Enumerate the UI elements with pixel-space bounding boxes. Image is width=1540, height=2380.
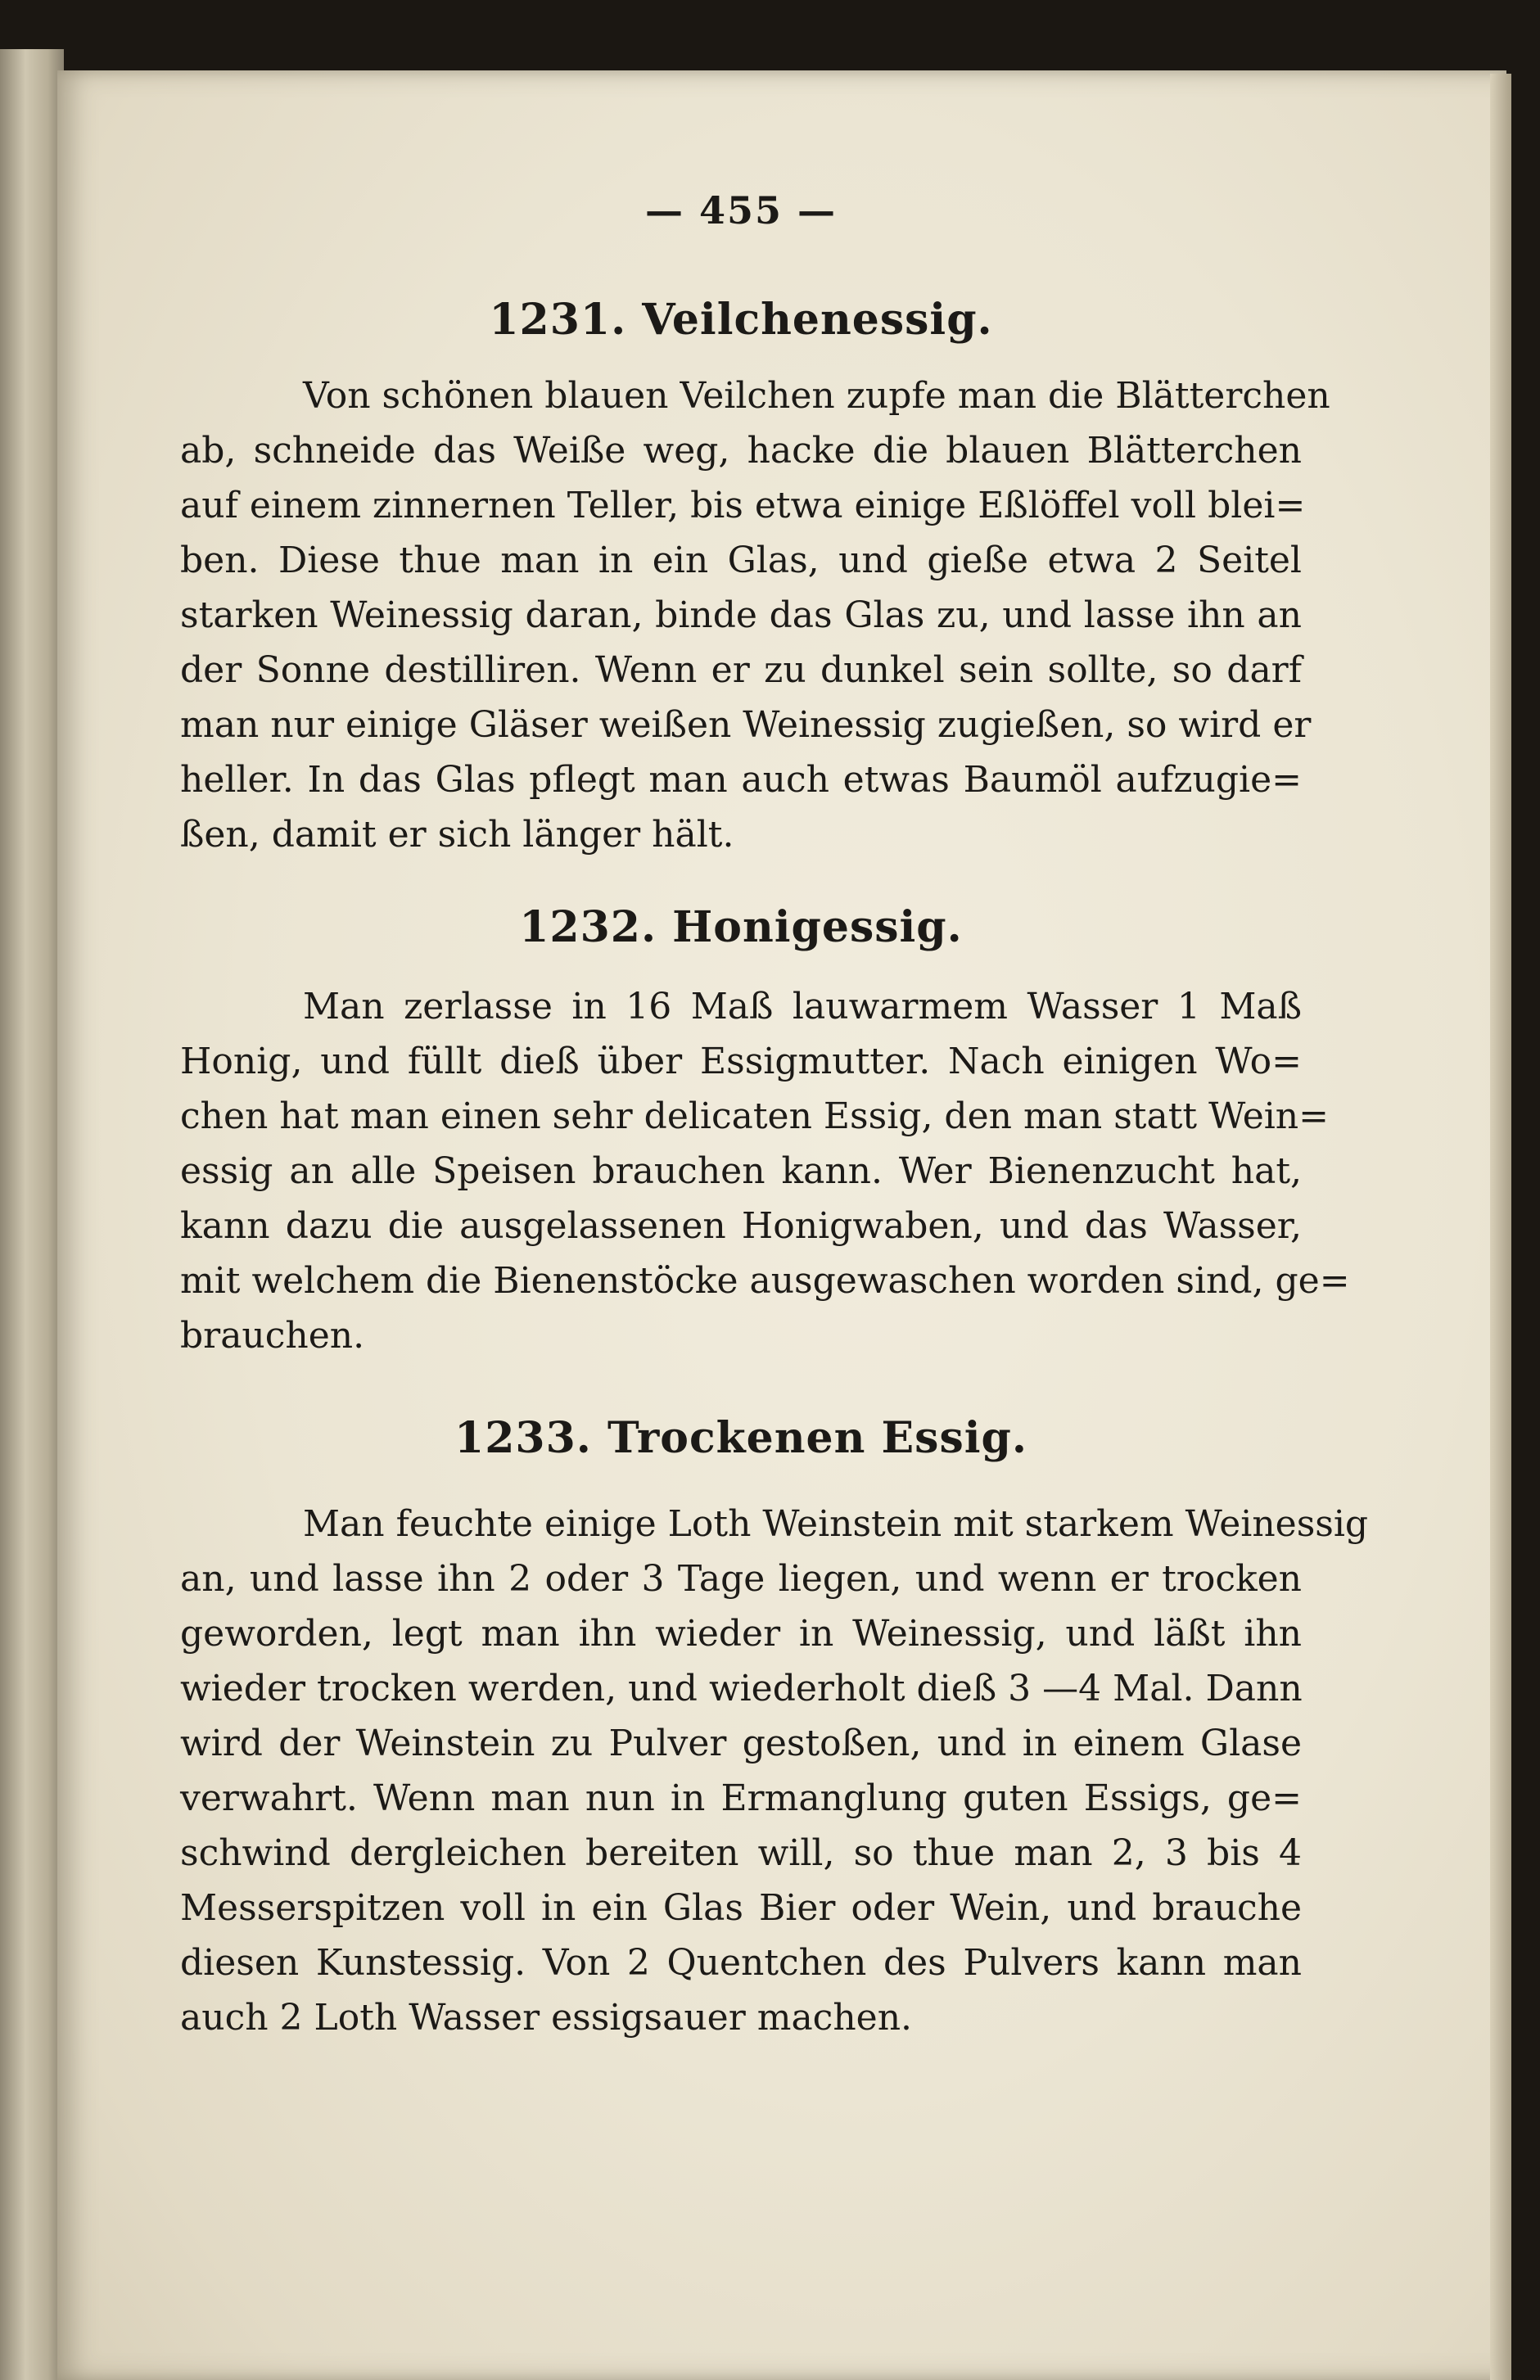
page-fore-edge: [1490, 74, 1511, 2380]
text-line: ben. Diese thue man in ein Glas, und gieße etwa 2 Seitel: [180, 540, 1302, 581]
text-line: Messerspitzen voll in ein Glas Bier oder Wein, und brauche: [180, 1887, 1302, 1929]
text-line: wird der Weinstein zu Pulver gestoßen, und in einem Glase: [180, 1723, 1302, 1764]
text-line: an, und lasse ihn 2 oder 3 Tage liegen, und wenn er trocken: [180, 1558, 1302, 1600]
text-line: essig an alle Speisen brauchen kann. Wer Bienenzucht hat,: [180, 1150, 1302, 1192]
text-line: Man feuchte einige Loth Weinstein mit starkem Weinessig: [303, 1503, 1369, 1545]
section-heading: 1232. Honigessig.: [519, 902, 963, 952]
text-line: Honig, und füllt dieß über Essigmutter. Nach einigen Wo=: [180, 1041, 1302, 1082]
text-line: schwind dergleichen bereiten will, so thue man 2, 3 bis 4: [180, 1832, 1302, 1874]
text-line: chen hat man einen sehr delicaten Essig, den man statt Wein=: [180, 1095, 1330, 1137]
page-number: — 455 —: [644, 188, 838, 233]
text-line: der Sonne destilliren. Wenn er zu dunkel sein sollte, so darf: [180, 649, 1302, 691]
text-line: Von schönen blauen Veilchen zupfe man die Blätterchen: [303, 375, 1330, 417]
section-heading: 1231. Veilchenessig.: [489, 295, 993, 345]
text-line: auch 2 Loth Wasser essigsauer machen.: [180, 1997, 913, 2039]
text-line: diesen Kunstessig. Von 2 Quentchen des Pulvers kann man: [180, 1942, 1302, 1984]
text-line: geworden, legt man ihn wieder in Weinessig, und läßt ihn: [180, 1613, 1302, 1655]
text-line: heller. In das Glas pflegt man auch etwas Baumöl aufzugie=: [180, 759, 1302, 801]
text-line: mit welchem die Bienenstöcke ausgewaschen worden sind, ge=: [180, 1260, 1350, 1302]
text-line: starken Weinessig daran, binde das Glas zu, und lasse ihn an: [180, 594, 1302, 636]
text-line: brauchen.: [180, 1315, 365, 1357]
text-line: kann dazu die ausgelassenen Honigwaben, und das Wasser,: [180, 1205, 1302, 1247]
text-line: verwahrt. Wenn man nun in Ermanglung guten Essigs, ge=: [180, 1777, 1302, 1819]
text-line: ab, schneide das Weiße weg, hacke die blauen Blätterchen: [180, 430, 1302, 472]
facing-page-edge: [0, 49, 64, 2380]
text-line: auf einem zinnernen Teller, bis etwa einige Eßlöffel voll blei=: [180, 485, 1306, 526]
text-line: ßen, damit er sich länger hält.: [180, 814, 734, 856]
text-line: Man zerlasse in 16 Maß lauwarmem Wasser 1 Maß: [303, 986, 1302, 1027]
text-line: man nur einige Gläser weißen Weinessig zugießen, so wird er: [180, 704, 1312, 746]
section-heading: 1233. Trockenen Essig.: [454, 1413, 1027, 1463]
text-line: wieder trocken werden, und wiederholt dieß 3 —4 Mal. Dann: [180, 1668, 1303, 1709]
